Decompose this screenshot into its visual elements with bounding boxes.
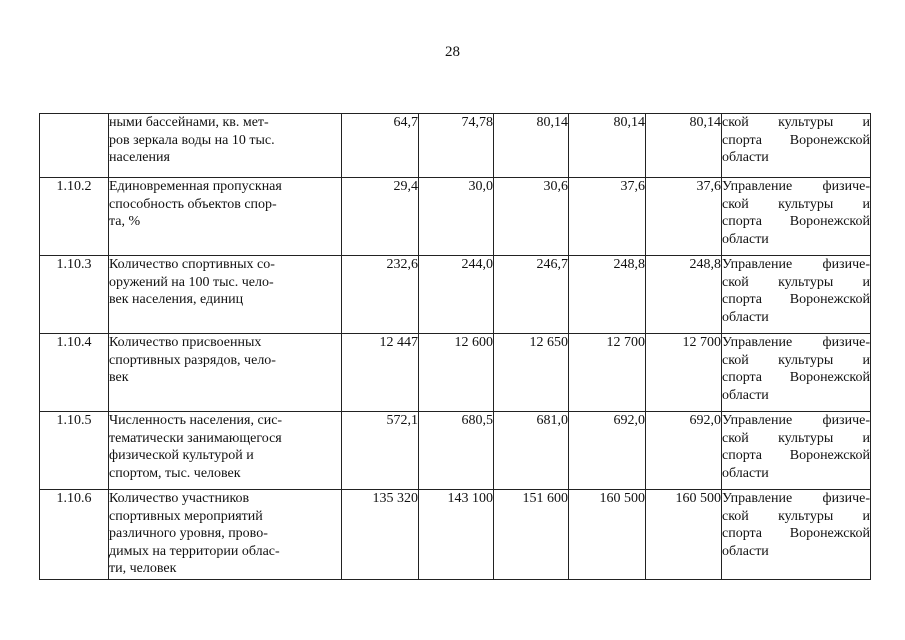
- value-cell: 248,8: [646, 256, 722, 334]
- responsible-org-line: спорта Воронежской: [722, 132, 870, 148]
- indicator-name: [109, 334, 342, 412]
- page-number: 28: [445, 44, 460, 60]
- indicator-name-line: ров зеркала воды на 10 тыс.: [109, 132, 275, 148]
- responsible-org-line: области: [722, 543, 769, 559]
- responsible-org-line: спорта Воронежской: [722, 526, 870, 541]
- table-row: [40, 490, 871, 580]
- responsible-org-line: Управление физиче-: [722, 413, 870, 428]
- responsible-org-line: ской культуры и: [722, 196, 870, 212]
- responsible-org-line: Управление физиче-: [722, 179, 870, 194]
- responsible-org: [722, 256, 871, 334]
- responsible-org-line: Управление физиче-: [722, 491, 870, 506]
- value-cell: 80,14: [494, 114, 569, 178]
- value-cell: 160 500: [569, 490, 646, 580]
- responsible-org: [722, 178, 871, 256]
- value-cell: 30,0: [419, 178, 494, 256]
- value-cell: 681,0: [494, 412, 569, 490]
- indicator-name-line: оружений на 100 тыс. чело-: [109, 274, 274, 290]
- value-cell: 12 600: [419, 334, 494, 412]
- indicator-name-line: Численность населения, сис-: [109, 413, 283, 428]
- value-cell: 692,0: [569, 412, 646, 490]
- responsible-org: [722, 114, 871, 178]
- responsible-org: [722, 490, 871, 580]
- indicator-name-line: век населения, единиц: [109, 292, 244, 307]
- responsible-org: [722, 412, 871, 490]
- value-cell: 12 700: [646, 334, 722, 412]
- value-cell: 143 100: [419, 490, 494, 580]
- value-cell: 37,6: [646, 178, 722, 256]
- value-cell: 74,78: [419, 114, 494, 178]
- row-number: 1.10.2: [40, 178, 109, 256]
- indicator-name: [109, 114, 342, 178]
- indicator-name-line: Количество спортивных со-: [109, 257, 275, 272]
- indicator-name-line: век: [109, 370, 129, 385]
- indicator-name-line: различного уровня, прово-: [109, 526, 268, 541]
- value-cell: 232,6: [342, 256, 419, 334]
- value-cell: 80,14: [569, 114, 646, 178]
- table-row: [40, 178, 871, 256]
- indicator-name-line: физической культурой и: [109, 448, 254, 463]
- row-number: 1.10.5: [40, 412, 109, 490]
- responsible-org-line: области: [722, 387, 769, 403]
- responsible-org-line: области: [722, 309, 769, 325]
- table-row: [40, 256, 871, 334]
- responsible-org-line: ской культуры и: [722, 352, 870, 368]
- indicator-name-line: Количество присвоенных: [109, 335, 262, 350]
- value-cell: 244,0: [419, 256, 494, 334]
- row-number: 1.10.3: [40, 256, 109, 334]
- value-cell: 160 500: [646, 490, 722, 580]
- value-cell: 135 320: [342, 490, 419, 580]
- indicator-name-line: та, %: [109, 214, 141, 229]
- value-cell: 12 650: [494, 334, 569, 412]
- responsible-org: [722, 334, 871, 412]
- value-cell: 29,4: [342, 178, 419, 256]
- responsible-org-line: спорта Воронежской: [722, 448, 870, 463]
- responsible-org-line: области: [722, 150, 769, 165]
- indicator-name-line: ными бассейнами, кв. мет-: [109, 115, 269, 130]
- responsible-org-line: спорта Воронежской: [722, 370, 870, 385]
- indicator-table: [39, 113, 871, 580]
- value-cell: 64,7: [342, 114, 419, 178]
- responsible-org-line: области: [722, 465, 769, 481]
- table-row: [40, 114, 871, 178]
- responsible-org-line: ской культуры и: [722, 274, 870, 290]
- indicator-name-line: спортивных мероприятий: [109, 508, 263, 524]
- responsible-org-line: Управление физиче-: [722, 335, 870, 350]
- value-cell: 37,6: [569, 178, 646, 256]
- table-row: [40, 334, 871, 412]
- value-cell: 572,1: [342, 412, 419, 490]
- responsible-org-line: ской культуры и: [722, 508, 870, 524]
- value-cell: 151 600: [494, 490, 569, 580]
- value-cell: 12 447: [342, 334, 419, 412]
- row-number: 1.10.6: [40, 490, 109, 580]
- value-cell: 12 700: [569, 334, 646, 412]
- responsible-org-line: Управление физиче-: [722, 257, 870, 272]
- row-number: 1.10.4: [40, 334, 109, 412]
- value-cell: 248,8: [569, 256, 646, 334]
- indicator-name-line: Единовременная пропускная: [109, 179, 282, 194]
- indicator-name-line: населения: [109, 150, 170, 165]
- value-cell: 30,6: [494, 178, 569, 256]
- responsible-org-line: ской культуры и: [722, 430, 870, 446]
- responsible-org-line: области: [722, 231, 769, 247]
- responsible-org-line: спорта Воронежской: [722, 292, 870, 307]
- indicator-name-line: спортом, тыс. человек: [109, 465, 241, 481]
- row-number: [40, 114, 109, 178]
- indicator-name-line: Количество участников: [109, 491, 250, 506]
- indicator-name: [109, 256, 342, 334]
- value-cell: 80,14: [646, 114, 722, 178]
- indicator-name-line: димых на территории облас-: [109, 543, 280, 559]
- responsible-org-line: спорта Воронежской: [722, 214, 870, 229]
- indicator-name: [109, 490, 342, 580]
- indicator-name-line: тематически занимающегося: [109, 430, 282, 446]
- indicator-name: [109, 178, 342, 256]
- value-cell: 246,7: [494, 256, 569, 334]
- indicator-name-line: способность объектов спор-: [109, 196, 277, 212]
- value-cell: 692,0: [646, 412, 722, 490]
- indicator-name: [109, 412, 342, 490]
- indicator-name-line: ти, человек: [109, 561, 177, 576]
- value-cell: 680,5: [419, 412, 494, 490]
- table-row: [40, 412, 871, 490]
- indicator-name-line: спортивных разрядов, чело-: [109, 352, 276, 368]
- responsible-org-line: ской культуры и: [722, 115, 870, 130]
